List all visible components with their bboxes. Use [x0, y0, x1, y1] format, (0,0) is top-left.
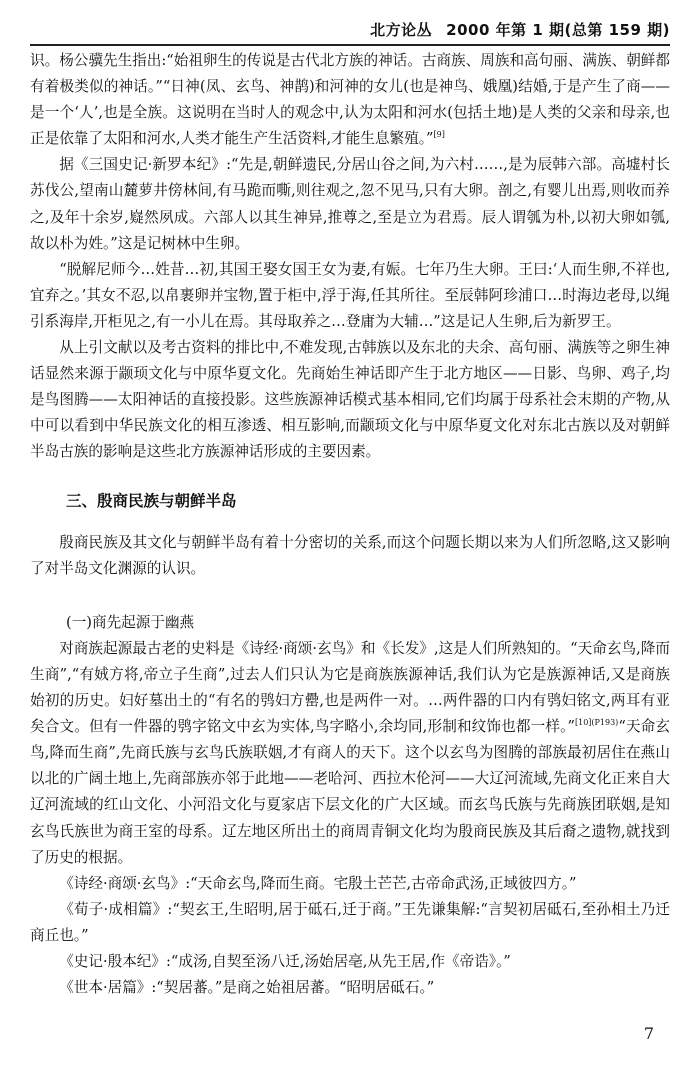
paragraph: 从上引文献以及考古资料的排比中,不难发现,古韩族以及东北的夫余、高句丽、满族等之卵生神话显然来源于颛顼文化与中原华夏文化。先商始生神话即产生于北方地区——日影、鸟卵、鸡子,均是鸟图腾——太阳神话的直接投影。这些族源神话模式基本相同,它们均属于母系社会末期的产物,从中可以看到中华民族文化的相互渗透、相互影响,而颛顼文化与中原华夏文化对东北古族以及对朝鲜半岛古族的影响是这些北方族源神话形成的主要因素。: [30, 339, 670, 461]
citation-line: 《诗经·商颂·玄鸟》:“天命玄鸟,降而生商。宅殷土芒芒,古帝命武汤,正域彼四方。”: [59, 874, 577, 892]
paragraph: 据《三国史记·新罗本纪》:“先是,朝鲜遗民,分居山谷之间,为六村……,是为辰韩六部。高墟村长苏伐公,望南山麓萝井傍林间,有马跪而嘶,则往观之,忽不见马,只有大卵。剖之,有婴儿出焉,则收而养之,及年十余岁,嶷然夙成。六部人以其生神异,推尊之,至是立为君焉。辰人谓瓠为朴,以初大卵如瓠,故以朴为姓。”这是记树林中生卵。: [30, 156, 670, 252]
citation-marker: [10](P193): [574, 718, 619, 728]
section-heading: 三、殷商民族与朝鲜半岛: [66, 491, 237, 510]
body-text: [30, 48, 670, 1001]
section-intro: 殷商民族及其文化与朝鲜半岛有着十分密切的关系,而这个问题长期以来为人们所忽略,这又影响了对半岛文化渊源的认识。: [30, 533, 670, 577]
citation-line: 《荀子·成相篇》:“契玄王,生昭明,居于砥石,迁于商。”王先谦集解:“言契初居砥石,至孙相土乃迁商丘也。”: [30, 900, 670, 944]
running-header: [30, 6, 670, 46]
issue-info: 2000 年第 1 期(总第 159 期): [446, 21, 670, 39]
citation-marker: [9]: [433, 130, 445, 140]
citation-line: 《史记·殷本纪》:“成汤,自契至汤八迁,汤始居亳,从先王居,作《帝诰》。”: [59, 953, 511, 970]
paragraph: “脱解尼师今…姓昔…初,其国王娶女国王女为妻,有娠。七年乃生大卵。王曰:‘人而生卵,不祥也,宜弃之。’其女不忍,以帛裹卵并宝物,置于柜中,浮于海,任其所往。至辰韩阿珍浦口…时海边老母,以绳引系海岸,开柜见之,有一小儿在焉。其母取养之…登庸为大辅…”这是记人生卵,后为新罗王。: [30, 260, 670, 330]
citation-line: 《世本·居篇》:“契居蕃。”是商之始祖居蕃。“昭明居砥石。”: [59, 979, 435, 997]
journal-name: 北方论丛: [370, 21, 433, 39]
page-number: 7: [643, 1024, 654, 1043]
paragraph-continued: 识。杨公骥先生指出:“始祖卵生的传说是古代北方族的神话。古商族、周族和高句丽、满族、朝鲜都有着极类似的神话。”“日神(凤、玄鸟、神鹊)和河神的女儿(也是神鸟、娥凰)结婚,于是产生了商——是一个‘人’,也是全族。这说明在当时人的观念中,认为太阳和河水(包括土地)是人类的父亲和母亲,也正是依靠了太阳和河水,人类才能生产生活资料,才能生息繁殖。”[9]: [30, 52, 670, 148]
paragraph: 对商族起源最古老的史料是《诗经·商颂·玄鸟》和《长发》,这是人们所熟知的。“天命玄鸟,降而生商”,“有娀方将,帝立子生商”,过去人们只认为它是商族族源神话,我们认为它是族源神话,又是商族始初的历史。妇好墓出土的“有名的鸮妇方罍,也是两件一对。…两件器的口内有鸮妇铭文,两耳有亚矣合文。但有一件器的鸮字铭文中玄为实体,鸟字略小,余均同,形制和纹饰也都一样。”$^{[10](P193)}$“天命玄鸟,降而生商”,先商氏族与玄鸟氏族联姻,才有商人的天下。这个以玄鸟为图腾的部族最初居住在燕山以北的广阔土地上,先商部族亦邻于此地——老哈河、西拉木伦河——大辽河流域,先商文化正来自大辽河流域的红山文化、小河沿文化与夏家店下层文化的广大区域。而玄鸟氏族与先商族团联姻,是知玄鸟氏族世为商王室的母系。辽左地区所出土的商周青铜文化均为殷商民族及其后裔之遗物,就找到了历史的根据。: [30, 639, 670, 866]
subsection-heading: (一)商先起源于幽燕: [66, 613, 195, 631]
